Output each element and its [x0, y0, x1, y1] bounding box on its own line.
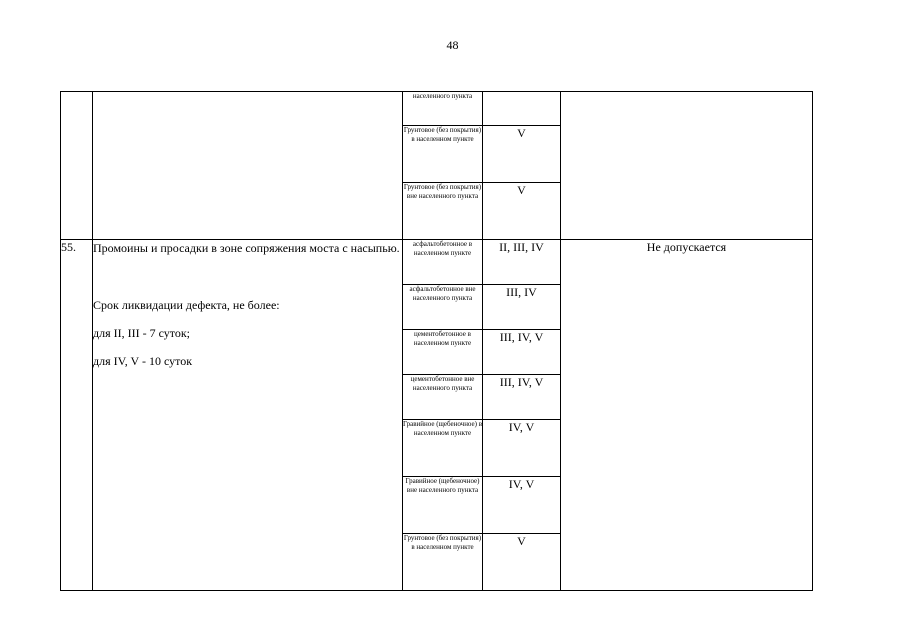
- surface-type-cell: цементобетонное вне населенного пункта: [403, 375, 483, 420]
- surface-type-cell: Гравийное (щебеночное) в населенном пункте: [403, 420, 483, 477]
- surface-type-cell: Грунтовое (без покрытия) в населенном пункте: [403, 126, 483, 183]
- road-category-cell: V: [483, 126, 561, 183]
- road-category-cell: III, IV: [483, 285, 561, 330]
- road-category-cell: IV, V: [483, 477, 561, 534]
- deadline-label: Срок ликвидации дефекта, не более:: [93, 298, 280, 312]
- item-description-cell: [93, 240, 403, 591]
- road-category-cell: II, III, IV: [483, 240, 561, 285]
- defects-table: [60, 91, 813, 591]
- road-category-cell: III, IV, V: [483, 330, 561, 375]
- surface-type-cell: асфальтобетонное вне населенного пункта: [403, 285, 483, 330]
- requirement-cell: [561, 92, 813, 240]
- deadline-1: для II, III - 7 суток;: [93, 326, 191, 340]
- surface-type-cell: Грунтовое (без покрытия) вне населенного пункта: [403, 183, 483, 240]
- road-category-cell: IV, V: [483, 420, 561, 477]
- road-category-cell: III, IV, V: [483, 375, 561, 420]
- item-number-cell: [61, 92, 93, 240]
- item-description-cell: [93, 92, 403, 240]
- table-row: [61, 240, 813, 285]
- surface-type-cell: асфальтобетонное в населенном пункте: [403, 240, 483, 285]
- item-number-cell: 55.: [61, 240, 93, 591]
- defect-title: Промоины и просадки в зоне сопряжения моста с насыпью.: [93, 241, 400, 255]
- table-row: [61, 92, 813, 126]
- road-category-cell: V: [483, 183, 561, 240]
- road-category-cell: V: [483, 534, 561, 591]
- surface-type-cell: Грунтовое (без покрытия) в населенном пункте: [403, 534, 483, 591]
- deadline-2: для IV, V - 10 суток: [93, 354, 193, 368]
- requirement-cell: Не допускается: [561, 240, 813, 591]
- page-number: 48: [446, 38, 459, 52]
- surface-type-cell: Гравийное (щебеночное) вне населенного пункта: [403, 477, 483, 534]
- surface-type-cell: цементобетонное в населенном пункте: [403, 330, 483, 375]
- road-category-cell: [483, 92, 561, 126]
- surface-type-cell: населенного пункта: [403, 92, 483, 126]
